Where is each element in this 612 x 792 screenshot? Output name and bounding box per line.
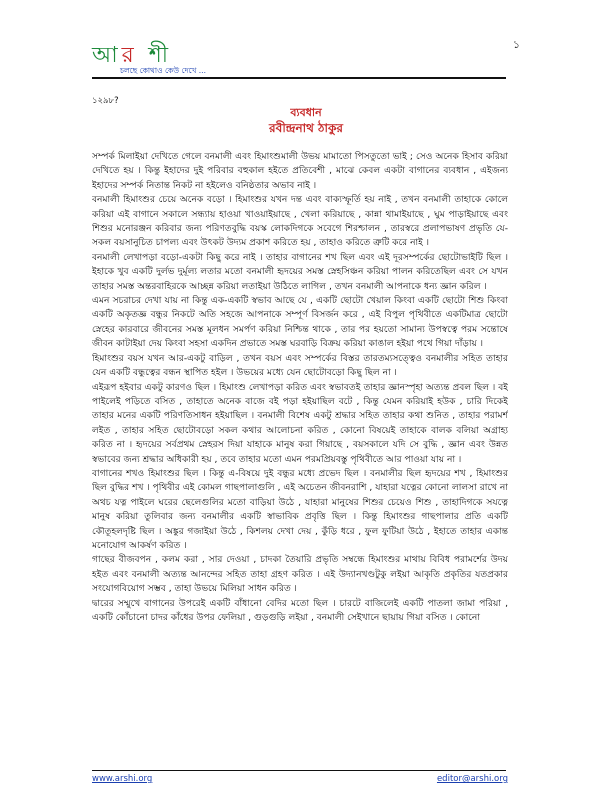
logo-part-2: র: [121, 43, 138, 68]
logo-part-1: আ: [92, 43, 122, 68]
article-title: ব্যবধান: [290, 106, 322, 119]
article-body: [92, 150, 508, 765]
tagline: চলছে কোথাও কেউ দেখে ...: [120, 66, 206, 75]
paragraph: এইরূপ হইবার একটু কারণও ছিল । হিমাংশু লেখাপড়া করিত এবং স্বভাবতই তাহার জ্ঞানস্পৃহা অত্যন্ত প্রবল ছিল । বই পাইলেই পড়িতে বসিত , তাহাতে অনেক বাজে বই পড়া হইয়াছিল বটে , কিন্তু যেমন করিয়াই হউক , চারি দিকেই তাহার মনের একটি পরিণতিসাধন হইয়াছিল । বনমালী বিশেষ একটু শ্রদ্ধার সহিত তাহার কথা শুনিত , তাহার পরামর্শ লইত , তাহার সহিত ছোটোবড়ো সকল কথার আলোচনা করিত , কোনো বিষয়েই তাহাকে বালক বলিয়া অগ্রাহ্য করিত না । হৃদয়ের সর্বপ্রথম স্নেহরস দিয়া যাহাকে মানুষ করা গিয়াছে , বয়সকালে যদি সে বুদ্ধি , জ্ঞান এবং উন্নত স্বভাবের জন্য শ্রদ্ধার অধিকারী হয় , তবে তাহার মতো এমন পরমপ্রিয়বস্তু পৃথিবীতে আর পাওয়া যায় না ।: [92, 382, 508, 465]
paragraph: গাছের বীজবপন , কলম করা , সার দেওয়া , চাদকা তৈয়ারি প্রভৃতি সম্বন্ধে হিমাংশুর মাথায় বিবিধ পরামর্শের উদয় হইত এবং বনমালী অত্যন্ত আনন্দের সহিত তাহা গ্রহণ করিত । এই উদ্যানখণ্ডটুকু লইয়া আকৃতি প্রকৃতির যতপ্রকার সংযোগবিয়োগ সম্ভব , তাহা উভয়ে মিলিয়া সাধন করিত ।: [92, 555, 508, 595]
paragraph: বনমালী হিমাংশুর চেয়ে অনেক বড়ো । হিমাংশুর যখন দন্ত এবং বাক্যস্ফূর্তি হয় নাই , তখন বনমালী তাহাকে কোলে করিয়া এই বাগানে সকালে সন্ধ্যায় হাওয়া খাওয়াইয়াছে , খেলা করিয়াছে , কান্না থামাইয়াছে , ঘুম পাড়াইয়াছে এবং শিশুর মনোরঞ্জন করিবার জন্য পরিণতবুদ্ধি বয়স্ক লোকদিগকে সবেগে শিরশ্চালন , তারস্বরে প্রলাপভাষণ প্রভৃতি যে-সকল বয়সানুচিত চাপল্য এবং উৎকট উদ্যম প্রকাশ করিতে হয় , তাহাও করিতে ত্রুটি করে নাই ।: [92, 195, 508, 249]
paragraph: এমন সচরাচর দেখা যায় না কিন্তু এক-একটি স্বভাব আছে যে , একটি ছোটো খেয়াল কিংবা একটি ছোটো শিশু কিংবা একটি অকৃতজ্ঞ বন্ধুর নিকটে অতি সহজে আপনাকে সম্পূর্ণ বিসর্জন করে , এই বিপুল পৃথিবীতে একটিমাত্র ছোটো স্নেহের কারবারে জীবনের সমস্ত মূলধন সমর্পণ করিয়া নিশ্চিন্ত থাকে , তার পর হয়তো সামান্য উপস্বত্বে পরম সন্তোষে জীবন কাটাইয়া দেয় কিংবা সহসা একদিন প্রভাতে সমস্ত ঘরবাড়ি বিক্রয় করিয়া কাঙাল হইয়া পথে গিয়া দাঁড়ায় ।: [92, 296, 508, 350]
paragraph: বাগানের শখও হিমাংশুর ছিল । কিন্তু এ-বিষয়ে দুই বন্ধুর মধ্যে প্রভেদ ছিল । বনমালীর ছিল হৃদয়ের শখ , হিমাংশুর ছিল বুদ্ধির শখ । পৃথিবীর এই কোমল গাছপালাগুলি , এই অচেতন জীবনরাশি , যাহারা যত্নের কোনো লালসা রাখে না অথচ যত্ন পাইলে ঘরের ছেলেগুলির মতো বাড়িয়া উঠে , যাহারা মানুষের শিশুর চেয়েও শিশু , তাহাদিগকে সযত্নে মানুষ করিয়া তুলিবার জন্য বনমালীর একটি স্বাভাবিক প্রবৃত্তি ছিল । কিন্তু হিমাংশুর গাছপালার প্রতি একটি কৌতূহলদৃষ্টি ছিল । অঙ্কুর গজাইয়া উঠে , কিশলয় দেখা দেয় , কুঁড়ি ধরে , ফুল ফুটিয়া উঠে , ইহাতে তাহার একান্ত মনোযোগ আকর্ষণ করিত ।: [92, 468, 508, 551]
article-author: রবীন্দ্রনাথ ঠাকুর: [269, 121, 343, 135]
paragraph: দ্বারের সম্মুখে বাগানের উপরেই একটি বাঁধানো বেদির মতো ছিল । চারটে বাজিলেই একটি পাতলা জামা পরিয়া , একটি কোঁচানো চাদর কাঁধের উপর ফেলিয়া , গুড়গুড়ি লইয়া , বনমালী সেইখানে ছায়ায় গিয়া বসিত । কোনো: [92, 598, 508, 623]
paragraph: হিমাংশুর বয়স যখন আর-একটু বাড়িল , তখন বয়স এবং সম্পর্কের বিস্তর তারতম্যসত্ত্বেও বনমালীর সহিত তাহার যেন একটি বন্ধুত্বের বন্ধন স্থাপিত হইল । উভয়ের মধ্যে যেন ছোটোবড়ো কিছু ছিল না ।: [92, 353, 508, 379]
footer-divider: [92, 770, 506, 771]
header-divider: [92, 77, 506, 79]
paragraph: বনমালী লেখাপড়া বড়ো-একটা কিছু করে নাই । তাহার বাগানের শখ ছিল এবং এই দূরসম্পর্কের ছোটোভাইটি ছিল । ইহাকে খুব একটি দুর্লভ দুর্মূল্য লতার মতো বনমালী হৃদয়ের সমস্ত স্নেহসিঞ্চন করিয়া পালন করিতেছিল এবং সে যখন তাহার সমস্ত অন্তরবাহিরকে আচ্ছন্ন করিয়া লতাইয়া উঠিতে লাগিল , তখন বনমালী আপনাকে ধন্য জ্ঞান করিল ।: [92, 252, 508, 292]
logo-part-3: শী: [137, 43, 173, 68]
paragraph: সম্পর্ক মিলাইয়া দেখিতে গেলে বনমালী এবং হিমাংশুমালী উভয় মামাতো পিসতুতো ভাই ; সেও অনেক হিসাব করিয়া দেখিতে হয় । কিন্তু ইহাদের দুই পরিবার বহুকাল হইতে প্রতিবেশী , মাঝে কেবল একটা বাগানের ব্যবধান , এইজন্য ইহাদের সম্পর্ক নিতান্ত নিকট না হইলেও বনিষ্ঠতার অভাব নাই ।: [92, 152, 508, 191]
issue-code: ১২৯৮?: [92, 96, 119, 106]
email-link[interactable]: editor@arshi.org: [436, 774, 508, 784]
website-link[interactable]: www.arshi.org: [92, 774, 153, 784]
page-number: ১: [512, 38, 520, 51]
